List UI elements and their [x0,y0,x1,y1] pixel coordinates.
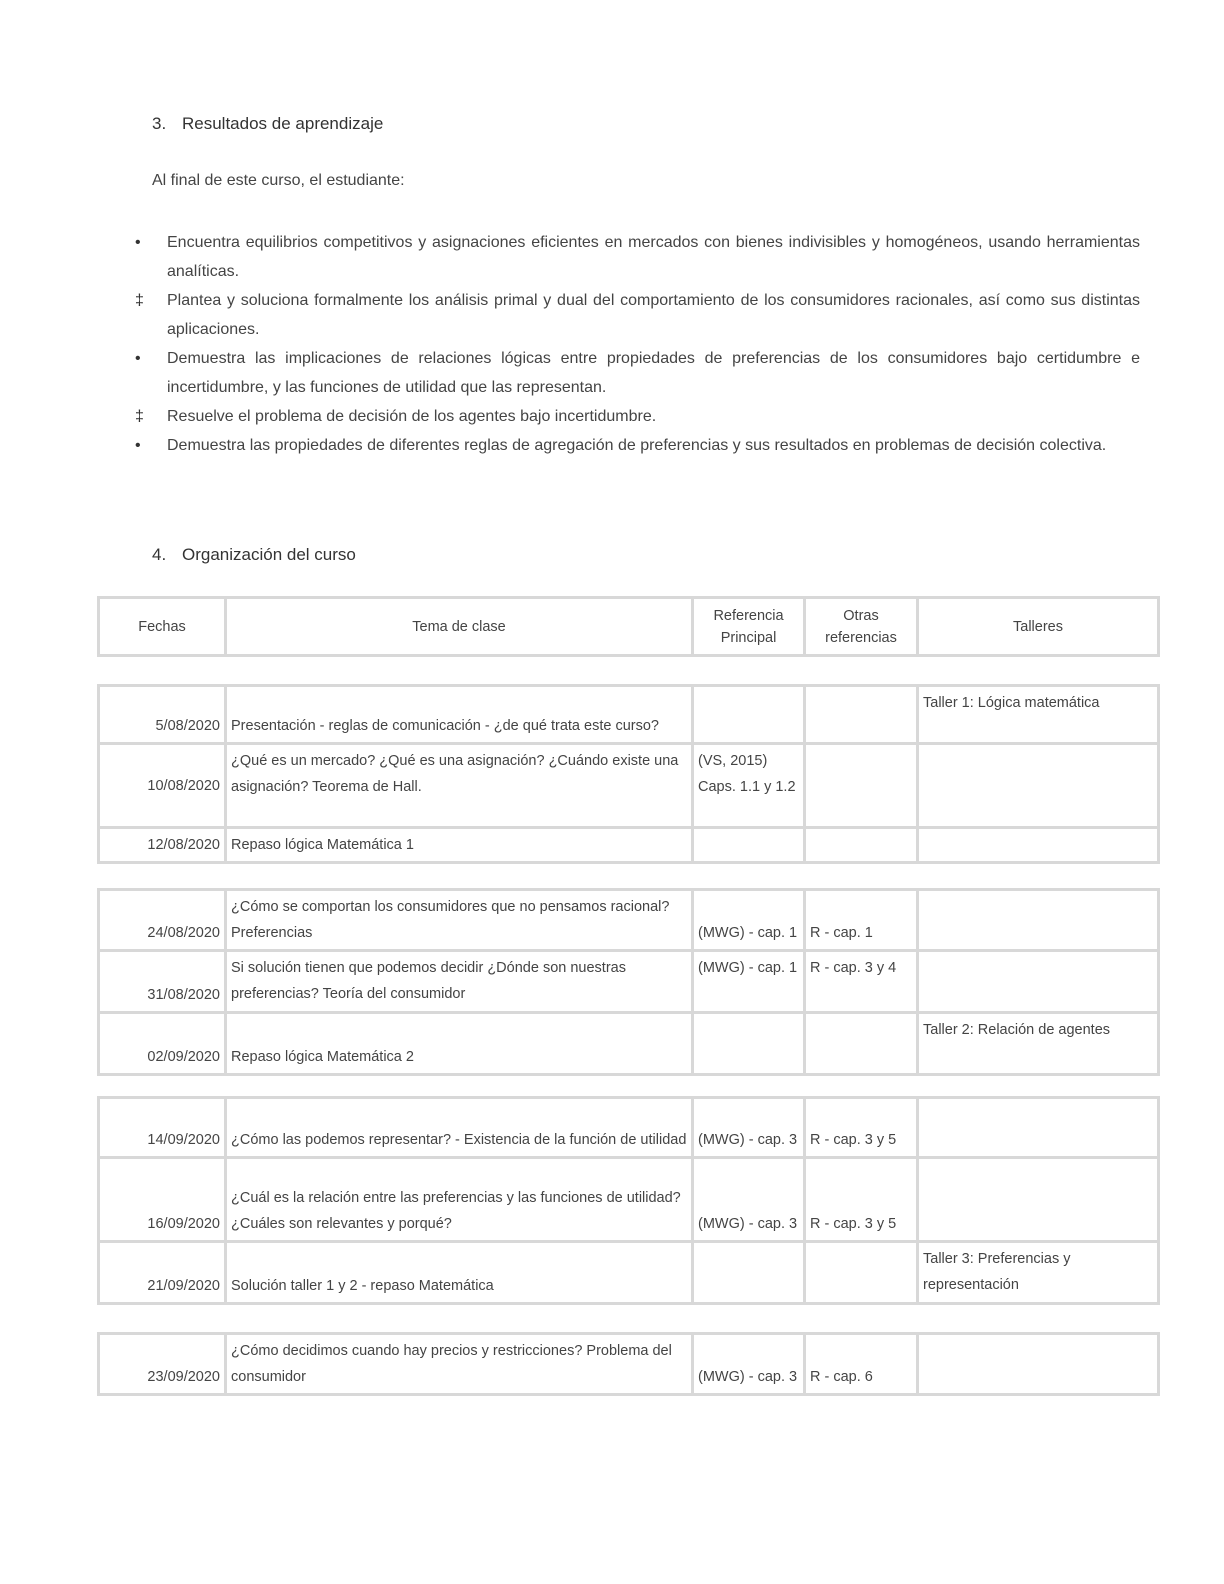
cell-topic: ¿Cómo se comportan los consumidores que no pensamos racional? Preferencias [226,890,693,951]
list-item [135,228,1140,286]
cell-other-references [805,744,918,828]
cell-workshop: Taller 1: Lógica matemática [918,686,1159,744]
header-otras-referencias: Otras referencias [805,598,918,656]
table-row [99,951,1159,1013]
cell-date: 24/08/2020 [99,890,226,951]
cell-date: 5/08/2020 [99,686,226,744]
section-4-heading [152,545,356,565]
cell-topic: Presentación - reglas de comunicación - ¿de qué trata este curso? [226,686,693,744]
table-row [99,1013,1159,1075]
cell-reference [693,828,805,863]
bullet-icon: • [135,350,141,367]
section-4-number: 4. [152,545,167,564]
cell-date: 02/09/2020 [99,1013,226,1075]
cell-other-references: R - cap. 3 y 4 [805,951,918,1013]
schedule-block-3 [97,1096,1160,1305]
list-item-text: Plantea y soluciona formalmente los análisis primal y dual del comportamiento de los consumidores racionales, así como sus distintas aplicaciones. [167,292,1140,338]
cell-reference: (MWG) - cap. 1 [693,951,805,1013]
cell-workshop [918,890,1159,951]
bullet-icon: ‡ [135,292,144,309]
schedule-block-2 [97,888,1160,1076]
table-header-row [99,598,1159,656]
cell-topic: ¿Cuál es la relación entre las preferencias y las funciones de utilidad? ¿Cuáles son relevantes y porqué? [226,1158,693,1242]
cell-date: 12/08/2020 [99,828,226,863]
cell-topic: Repaso lógica Matemática 2 [226,1013,693,1075]
cell-workshop: Taller 2: Relación de agentes [918,1013,1159,1075]
table-row [99,1334,1159,1395]
list-item [135,402,1140,431]
cell-date: 21/09/2020 [99,1242,226,1304]
cell-other-references: R - cap. 3 y 5 [805,1158,918,1242]
cell-other-references [805,828,918,863]
header-referencia: Referencia Principal [693,598,805,656]
table-row [99,1242,1159,1304]
cell-reference: (VS, 2015) Caps. 1.1 y 1.2 [693,744,805,828]
list-item-text: Demuestra las implicaciones de relaciones lógicas entre propiedades de preferencias de los consumidores bajo certidumbre e incertidumbre, y las funciones de utilidad que las representan. [167,350,1140,396]
bullet-icon: ‡ [135,408,144,425]
section-3-heading [152,114,383,134]
cell-reference: (MWG) - cap. 3 [693,1098,805,1158]
header-tema: Tema de clase [226,598,693,656]
cell-other-references: R - cap. 6 [805,1334,918,1395]
cell-reference [693,686,805,744]
cell-topic: ¿Cómo decidimos cuando hay precios y restricciones? Problema del consumidor [226,1334,693,1395]
cell-reference: (MWG) - cap. 3 [693,1334,805,1395]
cell-other-references [805,1013,918,1075]
cell-other-references [805,1242,918,1304]
schedule-block-4 [97,1332,1160,1396]
cell-workshop: Taller 3: Preferencias y representación [918,1242,1159,1304]
section-3-number: 3. [152,114,167,133]
section-3-title: Resultados de aprendizaje [182,114,384,133]
header-talleres: Talleres [918,598,1159,656]
cell-topic: Solución taller 1 y 2 - repaso Matemática [226,1242,693,1304]
cell-topic: ¿Cómo las podemos representar? - Existencia de la función de utilidad [226,1098,693,1158]
cell-workshop [918,951,1159,1013]
cell-date: 31/08/2020 [99,951,226,1013]
table-row [99,1158,1159,1242]
cell-workshop [918,828,1159,863]
schedule-block-1 [97,684,1160,864]
table-row [99,1098,1159,1158]
cell-topic: ¿Qué es un mercado? ¿Qué es una asignación? ¿Cuándo existe una asignación? Teorema de Hall. [226,744,693,828]
learning-outcomes-list [135,228,1140,460]
table-row [99,744,1159,828]
cell-other-references: R - cap. 1 [805,890,918,951]
cell-workshop [918,1098,1159,1158]
table-row [99,828,1159,863]
cell-workshop [918,1158,1159,1242]
cell-date: 23/09/2020 [99,1334,226,1395]
bullet-icon: • [135,234,141,251]
list-item [135,286,1140,344]
list-item [135,431,1140,460]
schedule-header-table [97,596,1160,657]
header-fechas: Fechas [99,598,226,656]
cell-date: 10/08/2020 [99,744,226,828]
list-item-text: Encuentra equilibrios competitivos y asignaciones eficientes en mercados con bienes indivisibles y homogéneos, usando herramientas analíticas. [167,234,1140,280]
list-item-text: Resuelve el problema de decisión de los agentes bajo incertidumbre. [167,408,657,425]
table-row [99,890,1159,951]
cell-reference [693,1013,805,1075]
section-4-title: Organización del curso [182,545,356,564]
cell-other-references: R - cap. 3 y 5 [805,1098,918,1158]
cell-reference [693,1242,805,1304]
bullet-icon: • [135,437,141,454]
list-item [135,344,1140,402]
cell-workshop [918,1334,1159,1395]
cell-topic: Repaso lógica Matemática 1 [226,828,693,863]
cell-reference: (MWG) - cap. 3 [693,1158,805,1242]
table-row [99,686,1159,744]
list-item-text: Demuestra las propiedades de diferentes reglas de agregación de preferencias y sus resultados en problemas de decisión colectiva. [167,437,1107,454]
cell-workshop [918,744,1159,828]
section-3-intro: Al final de este curso, el estudiante: [152,172,405,189]
cell-reference: (MWG) - cap. 1 [693,890,805,951]
cell-topic: Si solución tienen que podemos decidir ¿Dónde son nuestras preferencias? Teoría del consumidor [226,951,693,1013]
cell-date: 14/09/2020 [99,1098,226,1158]
cell-other-references [805,686,918,744]
cell-date: 16/09/2020 [99,1158,226,1242]
